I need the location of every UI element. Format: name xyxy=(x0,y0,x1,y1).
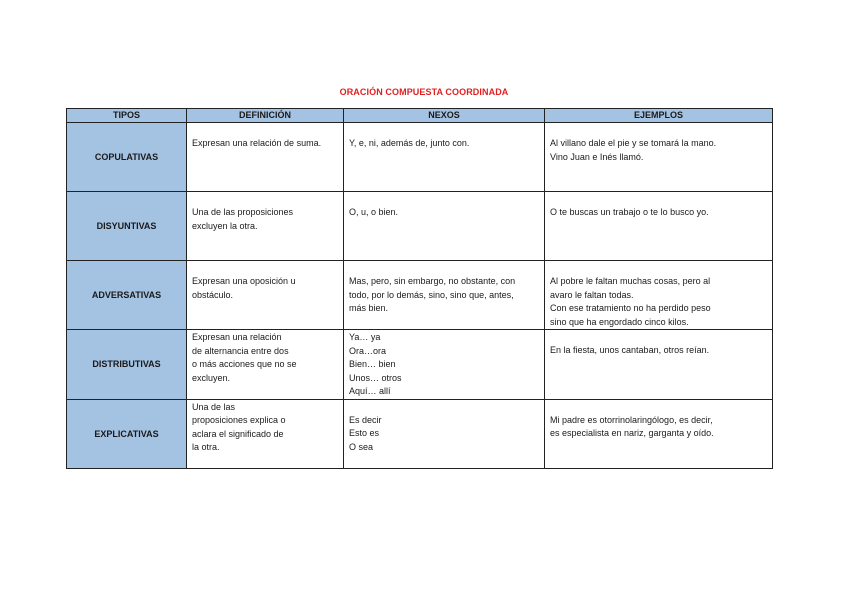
ejemplos-cell xyxy=(545,261,773,330)
definicion-cell xyxy=(187,123,344,192)
table-row xyxy=(67,399,773,468)
definicion-cell xyxy=(187,192,344,261)
nexos-line: Aquí… allí xyxy=(349,386,391,396)
ejemplo-line: Con ese tratamiento no ha perdido peso xyxy=(550,303,711,313)
coordinated-sentences-table xyxy=(66,108,773,469)
ejemplo-line: Mi padre es otorrinolaringólogo, es decir, xyxy=(550,414,713,425)
nexos-line: Mas, pero, sin embargo, no obstante, con xyxy=(349,276,516,286)
nexos-cell xyxy=(344,192,545,261)
ejemplos-cell xyxy=(545,399,773,468)
nexos-line: O sea xyxy=(349,441,374,452)
definicion-line: excluyen. xyxy=(192,372,231,383)
tipo-cell: EXPLICATIVAS xyxy=(67,399,187,468)
nexos-line: Bien… bien xyxy=(349,359,396,369)
nexos-line: Esto es xyxy=(349,428,380,438)
nexos-cell xyxy=(344,261,545,330)
definicion-cell xyxy=(187,330,344,400)
ejemplo-line: es especialista en nariz, garganta y oído. xyxy=(550,428,714,438)
table-row xyxy=(67,330,773,400)
table-row xyxy=(67,261,773,330)
ejemplo-line: sino que ha engordado cinco kilos. xyxy=(550,316,689,327)
tipo-cell: COPULATIVAS xyxy=(67,123,187,192)
table-row xyxy=(67,123,773,192)
ejemplo-line: Al pobre le faltan muchas cosas, pero al xyxy=(550,276,711,286)
definicion-line: obstáculo. xyxy=(192,289,234,300)
nexos-cell xyxy=(344,330,545,400)
definicion-line: Expresan una relación de suma. xyxy=(192,138,322,148)
definicion-line: aclara el significado de xyxy=(192,428,284,439)
nexos-line: Y, e, ni, además de, junto con. xyxy=(349,138,470,148)
definicion-line: proposiciones explica o xyxy=(192,415,286,425)
definicion-line: Una de las xyxy=(192,401,236,412)
tipo-cell: DISTRIBUTIVAS xyxy=(67,330,187,400)
ejemplo-line: En la fiesta, unos cantaban, otros reían. xyxy=(550,345,710,355)
definicion-line: o más acciones que no se xyxy=(192,359,297,369)
header-ejemplos: EJEMPLOS xyxy=(545,109,773,123)
tipo-cell: ADVERSATIVAS xyxy=(67,261,187,330)
tipo-cell: DISYUNTIVAS xyxy=(67,192,187,261)
ejemplo-line: Vino Juan e Inés llamó. xyxy=(550,151,644,162)
nexos-line: más bien. xyxy=(349,303,389,313)
page-title: ORACIÓN COMPUESTA COORDINADA xyxy=(339,87,509,97)
nexos-cell xyxy=(344,123,545,192)
definicion-line: la otra. xyxy=(192,442,220,452)
definicion-line: Expresan una relación xyxy=(192,332,282,342)
ejemplos-cell xyxy=(545,192,773,261)
ejemplo-line: Al villano dale el pie y se tomará la mano. xyxy=(550,138,717,148)
nexos-line: Es decir xyxy=(349,414,382,425)
header-definicion: DEFINICIÓN xyxy=(187,109,344,123)
nexos-line: Unos… otros xyxy=(349,372,402,383)
definicion-line: de alternancia entre dos xyxy=(192,345,289,356)
definicion-line: Expresan una oposición u xyxy=(192,276,296,286)
nexos-line: todo, por lo demás, sino, sino que, antes, xyxy=(349,289,514,300)
definicion-line: excluyen la otra. xyxy=(192,220,258,231)
nexos-line: Ya… ya xyxy=(349,332,381,342)
ejemplo-line: O te buscas un trabajo o te lo busco yo. xyxy=(550,207,709,217)
definicion-line: Una de las proposiciones xyxy=(192,207,294,217)
definicion-cell xyxy=(187,399,344,468)
table-row xyxy=(67,192,773,261)
definicion-cell xyxy=(187,261,344,330)
nexos-line: Ora…ora xyxy=(349,345,387,356)
ejemplos-cell xyxy=(545,123,773,192)
header-nexos: NEXOS xyxy=(344,109,545,123)
ejemplo-line: avaro le faltan todas. xyxy=(550,289,634,300)
header-tipos: TIPOS xyxy=(67,109,187,123)
nexos-line: O, u, o bien. xyxy=(349,207,399,217)
ejemplos-cell xyxy=(545,330,773,400)
nexos-cell xyxy=(344,399,545,468)
table-header-row xyxy=(67,109,773,123)
